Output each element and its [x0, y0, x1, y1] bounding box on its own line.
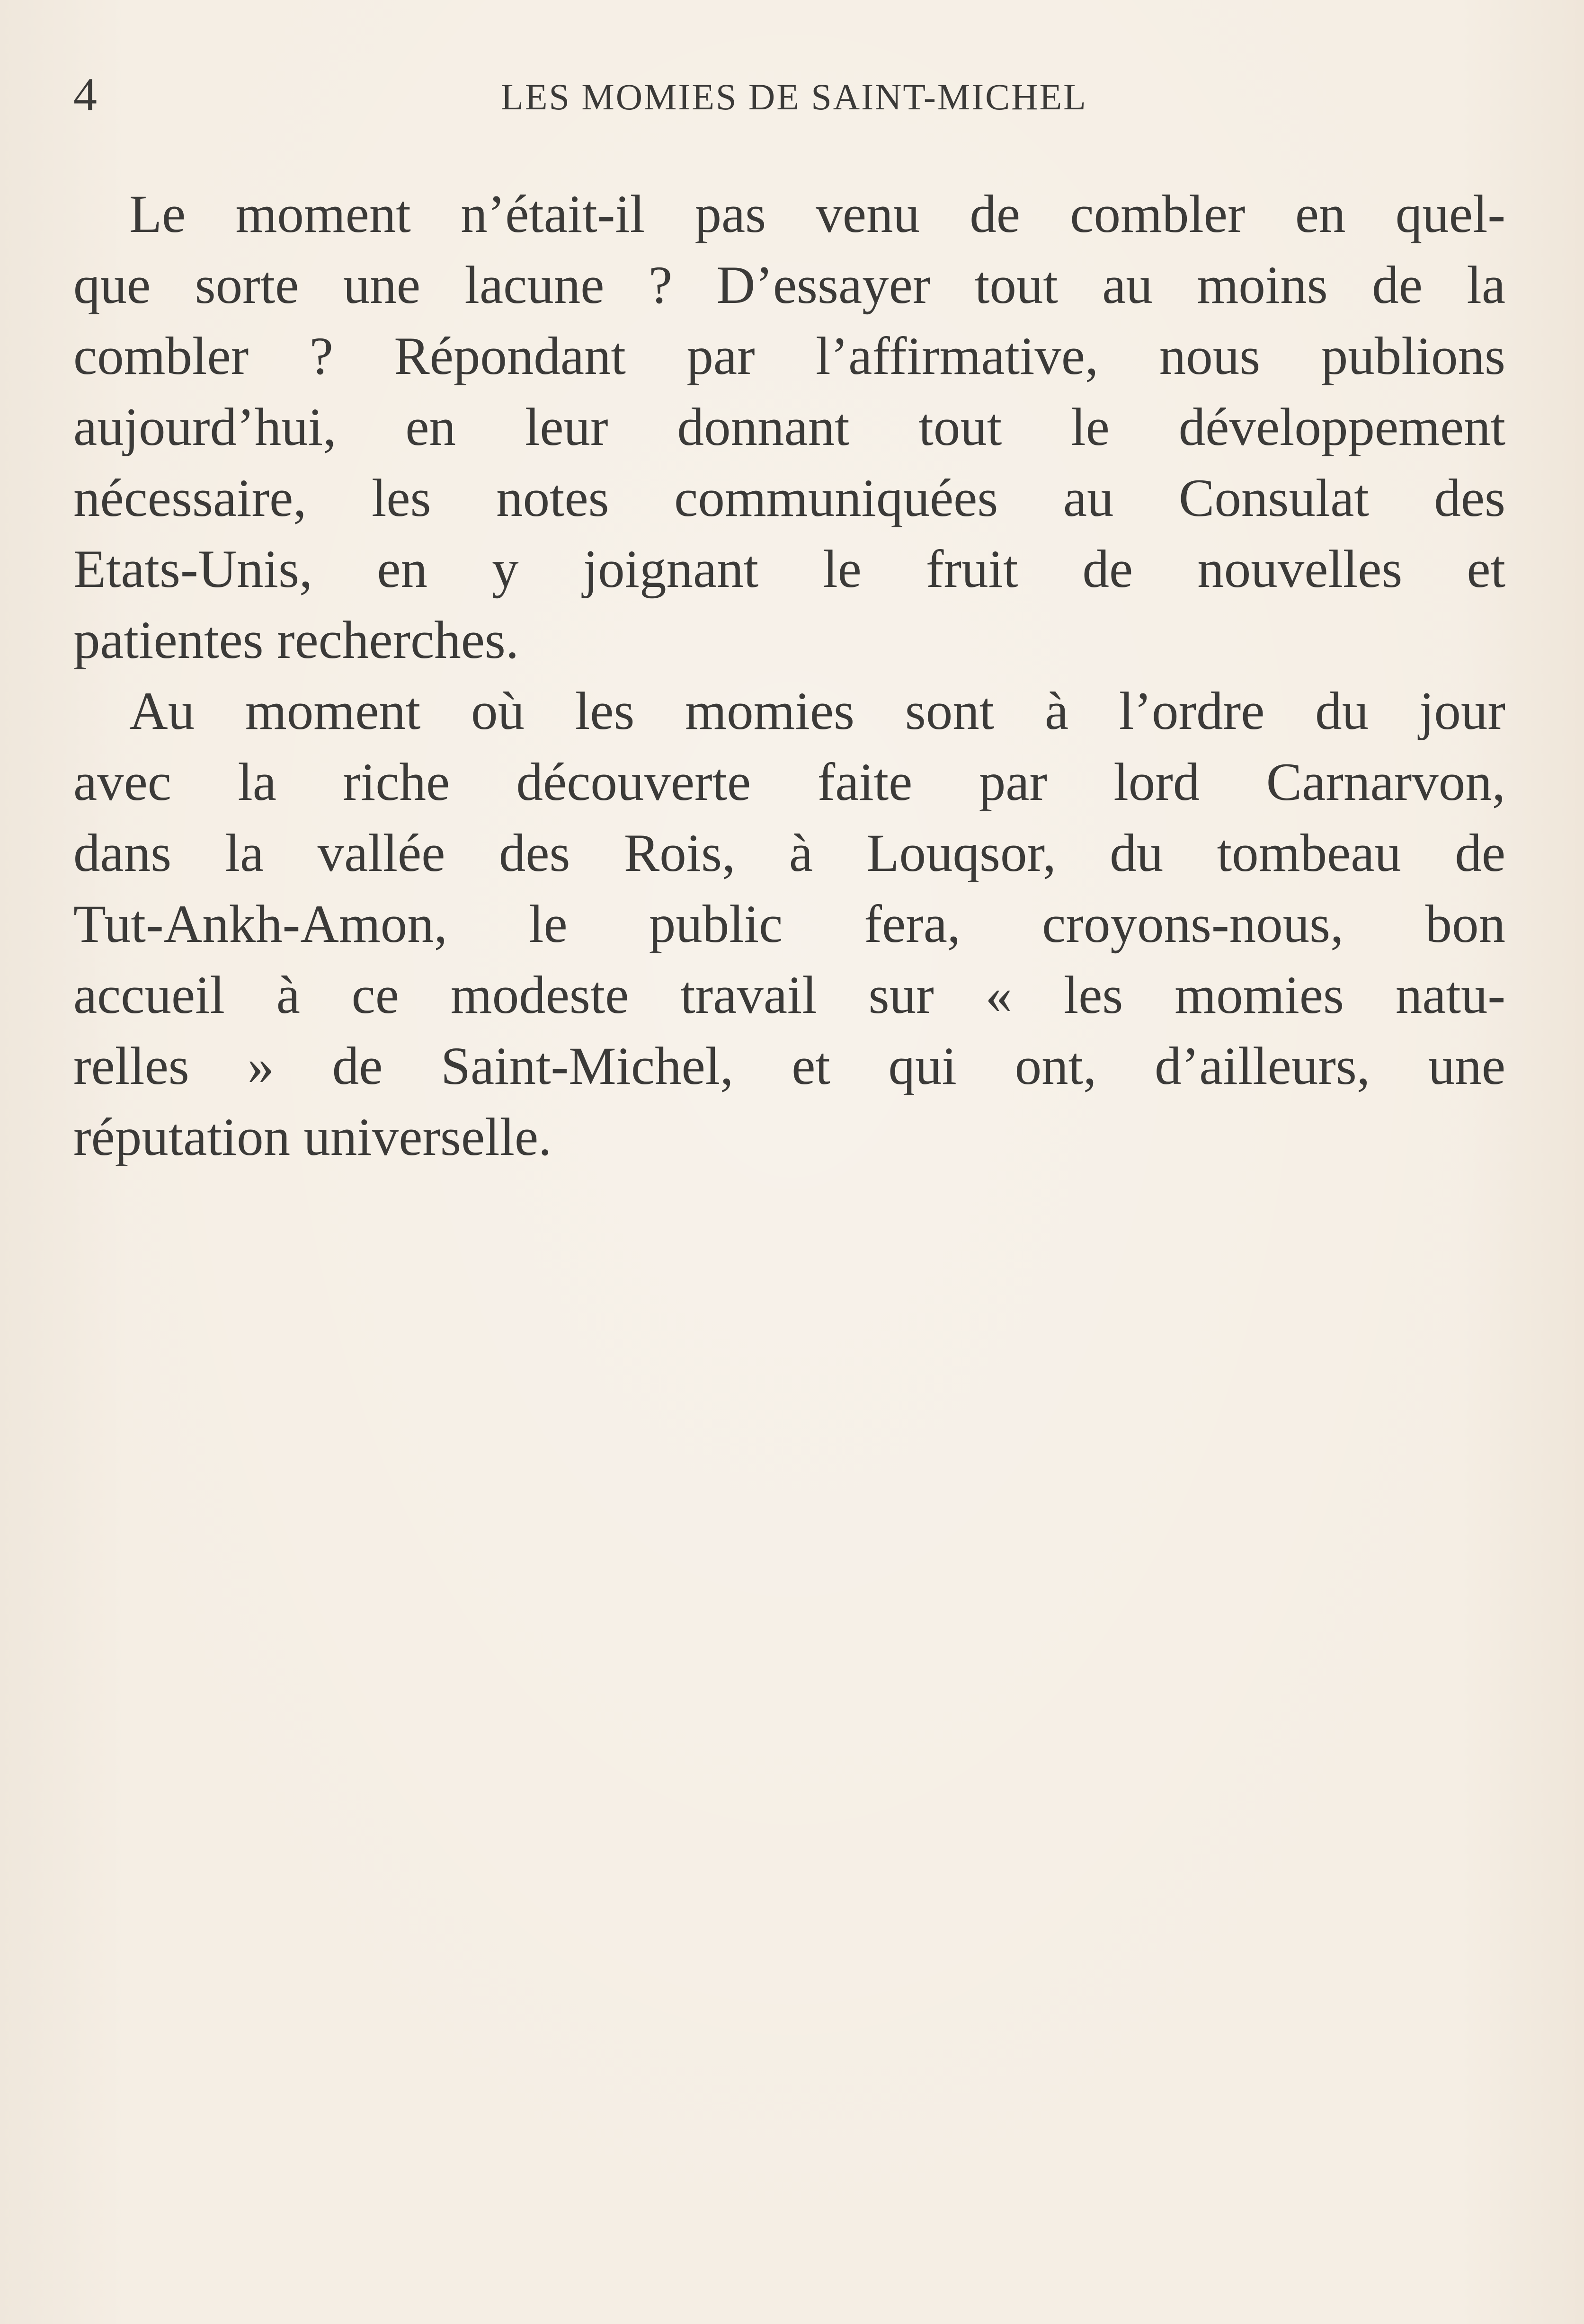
text-line: combler ? Répondant par l’affirmative, nous publions — [73, 327, 1505, 386]
text-line: Etats-Unis, en y joignant le fruit de nouvelles et — [73, 540, 1505, 599]
page-number: 4 — [73, 68, 97, 121]
text-line: patientes recherches. — [73, 611, 519, 670]
page-header — [73, 66, 1505, 123]
running-head: LES MOMIES DE SAINT-MICHEL — [501, 76, 1087, 117]
text-line: dans la vallée des Rois, à Louqsor, du tombeau de — [73, 824, 1505, 883]
body-text — [73, 179, 1505, 1173]
paragraph-2 — [73, 676, 1505, 1173]
text-line: nécessaire, les notes communiquées au Consulat des — [73, 469, 1505, 528]
text-line: relles » de Saint-Michel, et qui ont, d’ailleurs, une — [73, 1037, 1505, 1096]
text-line: réputation universelle. — [73, 1108, 552, 1167]
text-line: que sorte une lacune ? D’essayer tout au moins de la — [73, 256, 1505, 315]
text-line: aujourd’hui, en leur donnant tout le développement — [73, 398, 1505, 457]
text-line: accueil à ce modeste travail sur « les momies natu- — [73, 966, 1505, 1025]
text-line: avec la riche découverte faite par lord Carnarvon, — [73, 753, 1505, 812]
text-line: Le moment n’était-il pas venu de combler en quel- — [129, 185, 1505, 244]
paragraph-1 — [73, 179, 1505, 676]
text-line: Au moment où les momies sont à l’ordre du jour — [129, 682, 1505, 741]
text-line: Tut-Ankh-Amon, le public fera, croyons-nous, bon — [73, 895, 1505, 954]
